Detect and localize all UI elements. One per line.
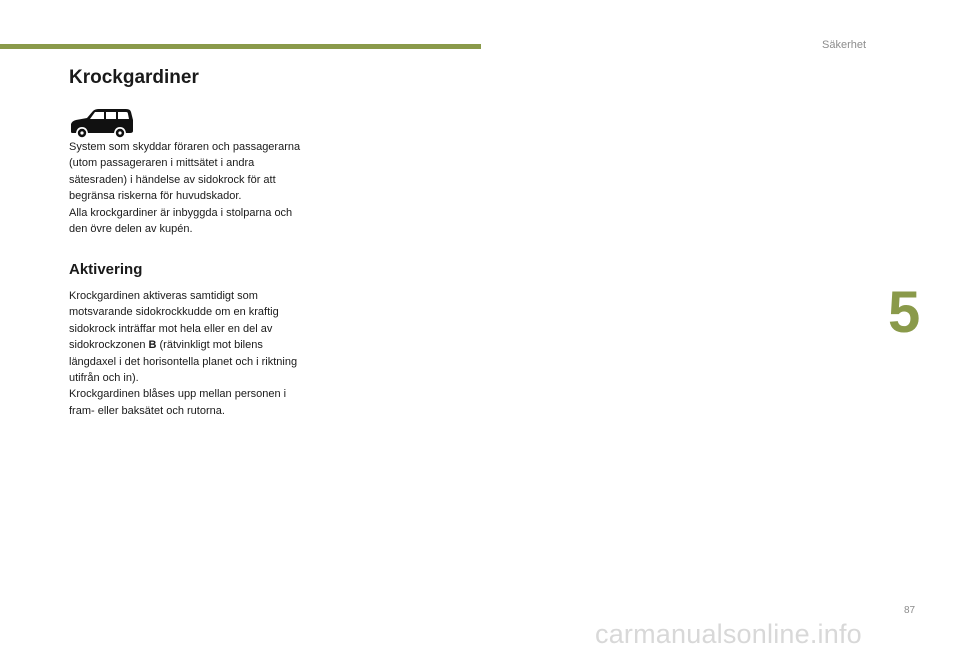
activation-line: Krockgardinen aktiveras samtidigt som xyxy=(69,290,258,302)
page-title: Krockgardiner xyxy=(69,67,199,88)
activation-line: motsvarande sidokrockkudde om en kraftig xyxy=(69,306,279,319)
intro-line: den övre delen av kupén. xyxy=(69,223,193,236)
intro-paragraph xyxy=(69,139,339,237)
activation-line: sidokrock inträffar mot hela eller en del av xyxy=(69,322,273,335)
activation-line-prefix: sidokrockzonen xyxy=(69,339,149,352)
activation-line: utifrån och in). xyxy=(69,372,139,385)
intro-line: Alla krockgardiner är inbyggda i stolparna och xyxy=(69,206,293,219)
activation-line xyxy=(69,337,339,353)
activation-line: Krockgardinen blåses upp mellan personen i xyxy=(69,388,287,401)
page-number: 87 xyxy=(904,605,916,616)
activation-heading: Aktivering xyxy=(69,261,143,278)
activation-line-suffix: (rätvinkligt mot bilens xyxy=(156,339,263,352)
activation-line: längdaxel i det horisontella planet och i riktning xyxy=(69,355,298,368)
intro-line: sätesraden) i händelse av sidokrock för att xyxy=(69,173,276,186)
activation-paragraph xyxy=(69,288,339,419)
intro-line: System som skyddar föraren och passagerarna xyxy=(69,141,301,153)
intro-line: begränsa riskerna för huvudskador. xyxy=(69,190,242,203)
zone-label: B xyxy=(148,339,157,352)
chapter-number: 5 xyxy=(888,280,921,345)
activation-line: fram- eller baksätet och rutorna. xyxy=(69,404,225,417)
vehicle-side-icon xyxy=(68,106,135,138)
watermark: carmanualsonline.info xyxy=(595,619,862,649)
section-name: Säkerhet xyxy=(822,39,867,51)
intro-line: (utom passageraren i mittsätet i andra xyxy=(69,157,255,170)
header-rule xyxy=(0,44,481,49)
